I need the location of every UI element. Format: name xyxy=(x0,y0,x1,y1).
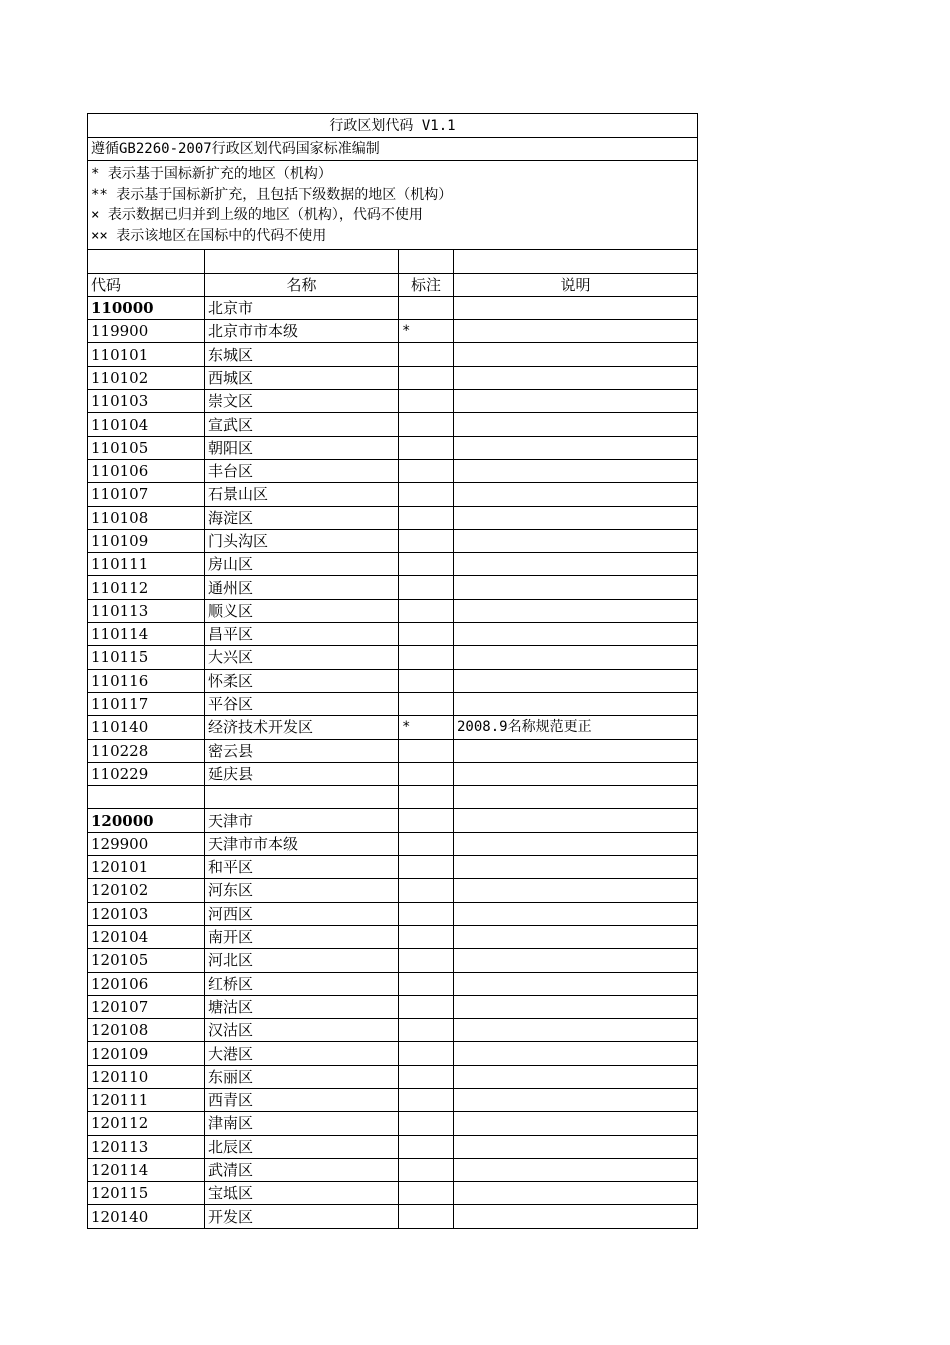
legend-cell[interactable] xyxy=(88,161,698,250)
name-cell[interactable]: 津南区 xyxy=(205,1112,399,1135)
note-cell[interactable] xyxy=(454,995,698,1018)
mark-cell[interactable] xyxy=(399,1065,454,1088)
legend-line: ×× 表示该地区在国标中的代码不使用 xyxy=(91,227,327,244)
cell[interactable] xyxy=(454,250,698,273)
table-row xyxy=(88,1205,698,1228)
table-row xyxy=(88,786,698,809)
mark-cell[interactable] xyxy=(399,762,454,785)
header-row xyxy=(88,273,698,296)
table-row xyxy=(88,506,698,529)
mark-cell[interactable] xyxy=(399,925,454,948)
name-cell[interactable]: 海淀区 xyxy=(205,506,399,529)
table-row xyxy=(88,716,698,739)
note-cell[interactable] xyxy=(454,459,698,482)
name-cell[interactable]: 崇文区 xyxy=(205,390,399,413)
name-cell[interactable]: 河东区 xyxy=(205,879,399,902)
table-row xyxy=(88,320,698,343)
name-cell[interactable]: 经济技术开发区 xyxy=(205,716,399,739)
mark-cell[interactable] xyxy=(399,669,454,692)
name-cell[interactable]: 河西区 xyxy=(205,902,399,925)
name-cell[interactable]: 昌平区 xyxy=(205,623,399,646)
note-cell[interactable] xyxy=(454,390,698,413)
table-row xyxy=(88,296,698,319)
mark-cell[interactable]: * xyxy=(399,320,454,343)
code-cell[interactable]: 120110 xyxy=(88,1065,205,1088)
cell[interactable] xyxy=(205,250,399,273)
note-cell[interactable] xyxy=(454,296,698,319)
legend-line: ** 表示基于国标新扩充，且包括下级数据的地区（机构） xyxy=(91,186,453,203)
code-cell[interactable]: 110102 xyxy=(88,366,205,389)
note-cell[interactable] xyxy=(454,762,698,785)
table-row xyxy=(88,739,698,762)
name-cell[interactable] xyxy=(205,786,399,809)
name-cell[interactable]: 西城区 xyxy=(205,366,399,389)
mark-cell[interactable] xyxy=(399,949,454,972)
mark-cell[interactable] xyxy=(399,529,454,552)
note-cell[interactable] xyxy=(454,1182,698,1205)
cell[interactable] xyxy=(399,250,454,273)
name-cell[interactable]: 开发区 xyxy=(205,1205,399,1228)
table-row xyxy=(88,1112,698,1135)
note-cell[interactable] xyxy=(454,832,698,855)
table-row xyxy=(88,1158,698,1181)
name-cell[interactable]: 北京市市本级 xyxy=(205,320,399,343)
table-row xyxy=(88,483,698,506)
name-cell[interactable]: 大港区 xyxy=(205,1042,399,1065)
note-cell[interactable] xyxy=(454,576,698,599)
code-cell[interactable]: 110228 xyxy=(88,739,205,762)
note-cell[interactable] xyxy=(454,902,698,925)
name-cell[interactable]: 顺义区 xyxy=(205,599,399,622)
note-cell[interactable] xyxy=(454,413,698,436)
name-cell[interactable]: 通州区 xyxy=(205,576,399,599)
code-cell[interactable]: 110106 xyxy=(88,459,205,482)
table-row xyxy=(88,413,698,436)
note-cell[interactable] xyxy=(454,739,698,762)
note-cell[interactable] xyxy=(454,343,698,366)
note-cell[interactable] xyxy=(454,320,698,343)
code-cell[interactable]: 120103 xyxy=(88,902,205,925)
note-cell[interactable] xyxy=(454,483,698,506)
header-name[interactable]: 名称 xyxy=(205,273,399,296)
mark-cell[interactable] xyxy=(399,856,454,879)
note-cell[interactable] xyxy=(454,436,698,459)
code-cell[interactable]: 120140 xyxy=(88,1205,205,1228)
code-cell[interactable]: 120112 xyxy=(88,1112,205,1135)
code-cell[interactable]: 110107 xyxy=(88,483,205,506)
mark-cell[interactable] xyxy=(399,343,454,366)
note-cell[interactable] xyxy=(454,506,698,529)
mark-cell[interactable] xyxy=(399,1042,454,1065)
name-cell[interactable]: 房山区 xyxy=(205,553,399,576)
mark-cell[interactable] xyxy=(399,459,454,482)
subtitle-row xyxy=(88,138,698,161)
spreadsheet-page xyxy=(87,113,698,1229)
table-row xyxy=(88,669,698,692)
table-row xyxy=(88,436,698,459)
table-row xyxy=(88,879,698,902)
name-cell[interactable]: 东丽区 xyxy=(205,1065,399,1088)
note-cell[interactable] xyxy=(454,623,698,646)
name-cell[interactable]: 门头沟区 xyxy=(205,529,399,552)
code-cell[interactable]: 110117 xyxy=(88,692,205,715)
header-mark[interactable]: 标注 xyxy=(399,273,454,296)
table-row xyxy=(88,692,698,715)
note-cell[interactable] xyxy=(454,972,698,995)
code-cell[interactable]: 120113 xyxy=(88,1135,205,1158)
mark-cell[interactable] xyxy=(399,786,454,809)
table-row xyxy=(88,1019,698,1042)
note-cell[interactable] xyxy=(454,1112,698,1135)
note-cell[interactable] xyxy=(454,1019,698,1042)
code-cell[interactable]: 120000 xyxy=(88,809,205,832)
name-cell[interactable]: 红桥区 xyxy=(205,972,399,995)
code-cell[interactable]: 110114 xyxy=(88,623,205,646)
name-cell[interactable]: 平谷区 xyxy=(205,692,399,715)
mark-cell[interactable] xyxy=(399,739,454,762)
table-row xyxy=(88,856,698,879)
mark-cell[interactable]: * xyxy=(399,716,454,739)
table-row xyxy=(88,390,698,413)
sheet-subtitle[interactable]: 遵循GB2260-2007行政区划代码国家标准编制 xyxy=(88,138,698,161)
code-cell[interactable]: 110105 xyxy=(88,436,205,459)
note-cell[interactable] xyxy=(454,1205,698,1228)
name-cell[interactable]: 天津市 xyxy=(205,809,399,832)
code-cell[interactable]: 110113 xyxy=(88,599,205,622)
mark-cell[interactable] xyxy=(399,1182,454,1205)
mark-cell[interactable] xyxy=(399,483,454,506)
note-cell[interactable] xyxy=(454,879,698,902)
mark-cell[interactable] xyxy=(399,1205,454,1228)
mark-cell[interactable] xyxy=(399,576,454,599)
name-cell[interactable]: 朝阳区 xyxy=(205,436,399,459)
name-cell[interactable]: 宣武区 xyxy=(205,413,399,436)
code-cell[interactable]: 110104 xyxy=(88,413,205,436)
name-cell[interactable]: 宝坻区 xyxy=(205,1182,399,1205)
mark-cell[interactable] xyxy=(399,1112,454,1135)
table-row xyxy=(88,1182,698,1205)
blank-row xyxy=(88,250,698,273)
code-cell[interactable]: 120105 xyxy=(88,949,205,972)
name-cell[interactable]: 汉沽区 xyxy=(205,1019,399,1042)
note-cell[interactable] xyxy=(454,646,698,669)
mark-cell[interactable] xyxy=(399,436,454,459)
code-cell[interactable]: 120111 xyxy=(88,1088,205,1111)
mark-cell[interactable] xyxy=(399,972,454,995)
title-row xyxy=(88,114,698,138)
name-cell[interactable]: 丰台区 xyxy=(205,459,399,482)
header-note[interactable]: 说明 xyxy=(454,273,698,296)
table-row xyxy=(88,1042,698,1065)
name-cell[interactable]: 西青区 xyxy=(205,1088,399,1111)
code-cell[interactable]: 110101 xyxy=(88,343,205,366)
mark-cell[interactable] xyxy=(399,809,454,832)
note-cell[interactable] xyxy=(454,809,698,832)
code-cell[interactable]: 120115 xyxy=(88,1182,205,1205)
mark-cell[interactable] xyxy=(399,366,454,389)
code-cell[interactable]: 110000 xyxy=(88,296,205,319)
code-cell[interactable]: 120101 xyxy=(88,856,205,879)
code-cell[interactable]: 120108 xyxy=(88,1019,205,1042)
name-cell[interactable]: 河北区 xyxy=(205,949,399,972)
table-row xyxy=(88,576,698,599)
name-cell[interactable]: 延庆县 xyxy=(205,762,399,785)
note-cell[interactable] xyxy=(454,925,698,948)
code-cell[interactable]: 120114 xyxy=(88,1158,205,1181)
code-cell[interactable] xyxy=(88,786,205,809)
table-row xyxy=(88,972,698,995)
note-cell[interactable] xyxy=(454,1065,698,1088)
note-cell[interactable] xyxy=(454,599,698,622)
table-row xyxy=(88,646,698,669)
mark-cell[interactable] xyxy=(399,413,454,436)
table-row xyxy=(88,459,698,482)
name-cell[interactable]: 南开区 xyxy=(205,925,399,948)
code-cell[interactable]: 110140 xyxy=(88,716,205,739)
table-row xyxy=(88,1065,698,1088)
table-row xyxy=(88,529,698,552)
legend-row xyxy=(88,161,698,250)
mark-cell[interactable] xyxy=(399,1019,454,1042)
note-cell[interactable] xyxy=(454,366,698,389)
note-cell[interactable] xyxy=(454,669,698,692)
legend-line: × 表示数据已归并到上级的地区（机构），代码不使用 xyxy=(91,207,423,224)
note-cell[interactable] xyxy=(454,1088,698,1111)
note-cell[interactable] xyxy=(454,692,698,715)
table-row xyxy=(88,995,698,1018)
note-cell[interactable] xyxy=(454,553,698,576)
note-cell[interactable] xyxy=(454,1135,698,1158)
name-cell[interactable]: 和平区 xyxy=(205,856,399,879)
region-code-table xyxy=(87,113,698,1229)
name-cell[interactable]: 密云县 xyxy=(205,739,399,762)
name-cell[interactable]: 北辰区 xyxy=(205,1135,399,1158)
name-cell[interactable]: 石景山区 xyxy=(205,483,399,506)
mark-cell[interactable] xyxy=(399,1158,454,1181)
mark-cell[interactable] xyxy=(399,995,454,1018)
note-cell[interactable] xyxy=(454,949,698,972)
code-cell[interactable]: 120106 xyxy=(88,972,205,995)
mark-cell[interactable] xyxy=(399,553,454,576)
code-cell[interactable]: 120109 xyxy=(88,1042,205,1065)
note-cell[interactable] xyxy=(454,1158,698,1181)
code-cell[interactable]: 110109 xyxy=(88,529,205,552)
code-cell[interactable]: 120104 xyxy=(88,925,205,948)
code-cell[interactable]: 110116 xyxy=(88,669,205,692)
name-cell[interactable]: 怀柔区 xyxy=(205,669,399,692)
table-row xyxy=(88,832,698,855)
code-cell[interactable]: 119900 xyxy=(88,320,205,343)
mark-cell[interactable] xyxy=(399,832,454,855)
code-cell[interactable]: 110112 xyxy=(88,576,205,599)
mark-cell[interactable] xyxy=(399,692,454,715)
table-row xyxy=(88,366,698,389)
mark-cell[interactable] xyxy=(399,646,454,669)
code-cell[interactable]: 110111 xyxy=(88,553,205,576)
legend-line: * 表示基于国标新扩充的地区（机构） xyxy=(91,166,332,183)
table-row xyxy=(88,949,698,972)
note-cell[interactable] xyxy=(454,529,698,552)
mark-cell[interactable] xyxy=(399,623,454,646)
name-cell[interactable]: 武清区 xyxy=(205,1158,399,1181)
mark-cell[interactable] xyxy=(399,506,454,529)
code-cell[interactable]: 120107 xyxy=(88,995,205,1018)
mark-cell[interactable] xyxy=(399,1088,454,1111)
code-cell[interactable]: 120102 xyxy=(88,879,205,902)
table-row xyxy=(88,1088,698,1111)
table-row xyxy=(88,599,698,622)
note-cell[interactable] xyxy=(454,1042,698,1065)
code-cell[interactable]: 110103 xyxy=(88,390,205,413)
name-cell[interactable]: 天津市市本级 xyxy=(205,832,399,855)
mark-cell[interactable] xyxy=(399,599,454,622)
table-row xyxy=(88,809,698,832)
name-cell[interactable]: 塘沽区 xyxy=(205,995,399,1018)
table-row xyxy=(88,762,698,785)
name-cell[interactable]: 东城区 xyxy=(205,343,399,366)
table-row xyxy=(88,343,698,366)
table-row xyxy=(88,925,698,948)
note-cell[interactable] xyxy=(454,856,698,879)
name-cell[interactable]: 北京市 xyxy=(205,296,399,319)
cell[interactable] xyxy=(88,250,205,273)
code-cell[interactable]: 110108 xyxy=(88,506,205,529)
note-cell[interactable]: 2008.9名称规范更正 xyxy=(454,716,698,739)
table-row xyxy=(88,1135,698,1158)
table-row xyxy=(88,553,698,576)
name-cell[interactable]: 大兴区 xyxy=(205,646,399,669)
header-code[interactable]: 代码 xyxy=(88,273,205,296)
sheet-title[interactable]: 行政区划代码 V1.1 xyxy=(88,114,698,138)
mark-cell[interactable] xyxy=(399,879,454,902)
table-row xyxy=(88,623,698,646)
mark-cell[interactable] xyxy=(399,902,454,925)
code-cell[interactable]: 110115 xyxy=(88,646,205,669)
note-cell[interactable] xyxy=(454,786,698,809)
table-row xyxy=(88,902,698,925)
code-cell[interactable]: 129900 xyxy=(88,832,205,855)
mark-cell[interactable] xyxy=(399,296,454,319)
code-cell[interactable]: 110229 xyxy=(88,762,205,785)
mark-cell[interactable] xyxy=(399,1135,454,1158)
mark-cell[interactable] xyxy=(399,390,454,413)
